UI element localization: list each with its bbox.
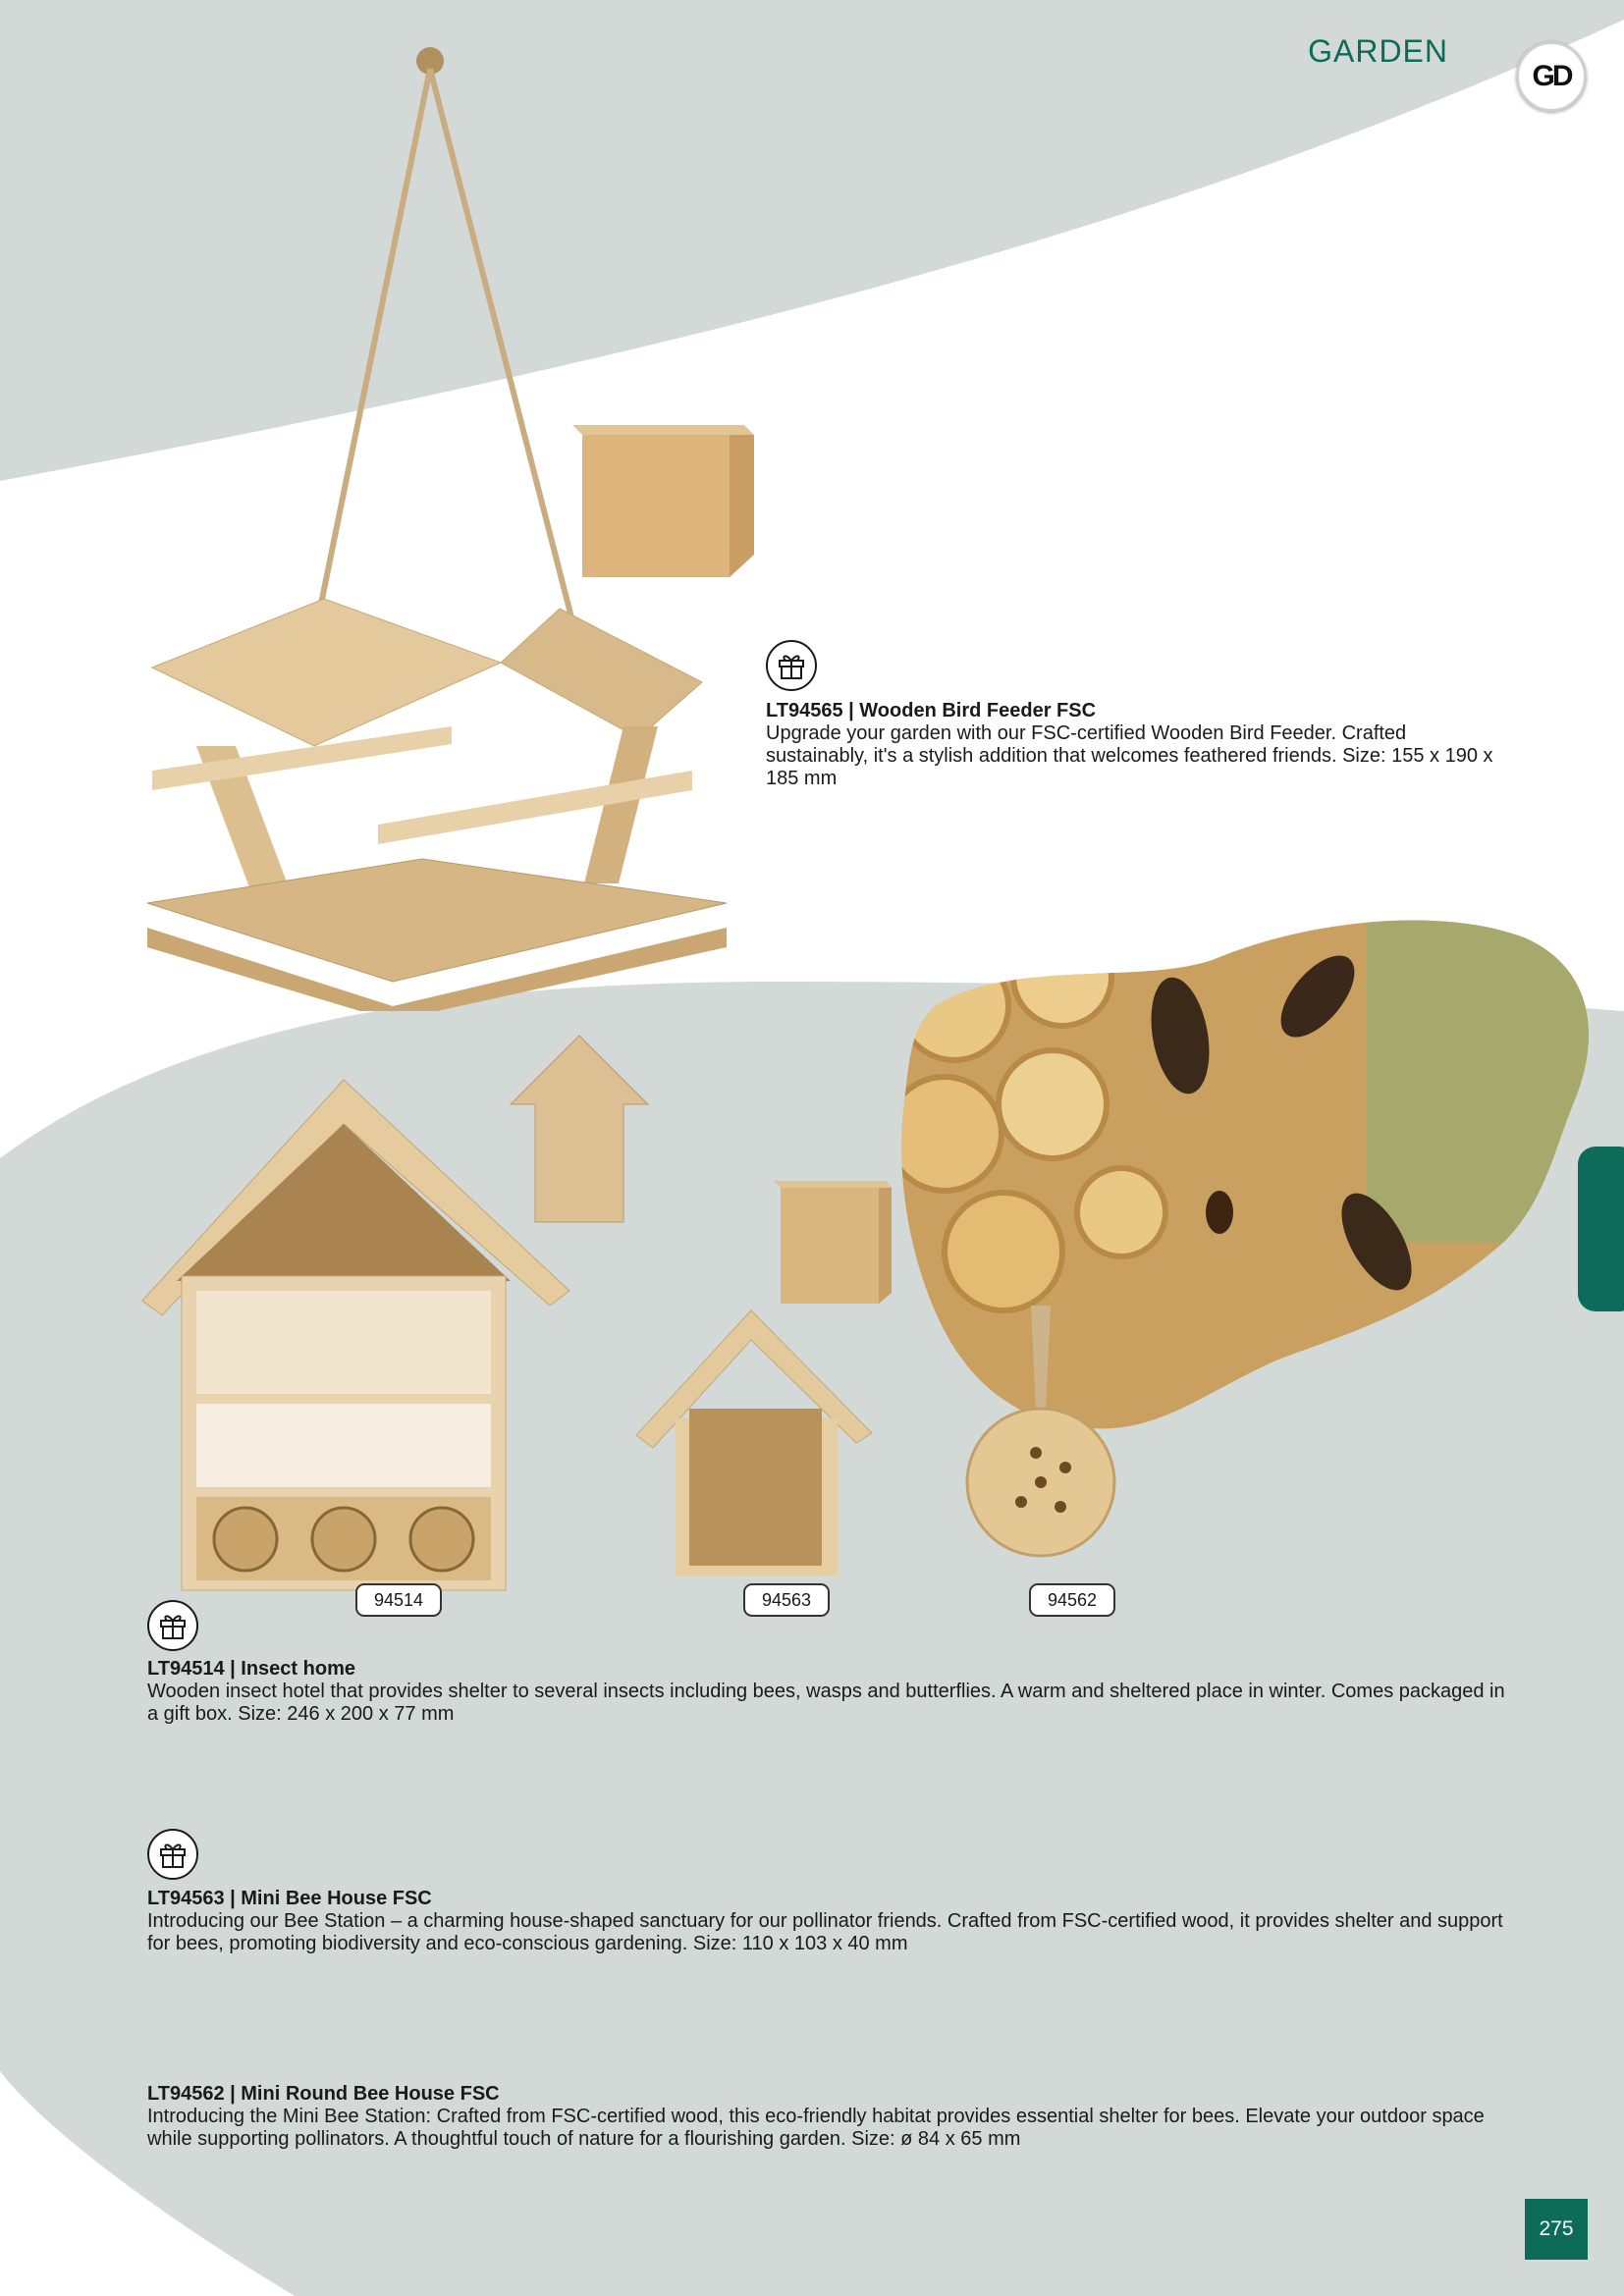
hanging-rope-left — [319, 69, 430, 614]
mini-round-bee-house-image — [962, 1301, 1119, 1575]
feeder-roof-left — [152, 599, 501, 746]
mini-house-tubes — [689, 1409, 822, 1566]
bamboo-tube — [1077, 1168, 1165, 1256]
photo-green-background — [1367, 918, 1593, 1242]
insect-home-holes-panel — [196, 1404, 491, 1487]
insect-home-gift-box — [769, 1173, 896, 1310]
product-description: Introducing the Mini Bee Station: Crafted from FSC-certified wood, this eco-friendly habitat provides essential shelter for bees. Elevate your outdoor space while supporting pollinators. A thoughtful touch of nature for a flourishing garden. Size: ø 84 x 65 mm — [147, 2106, 1485, 2150]
round-house-hole — [1035, 1476, 1047, 1488]
product-title: LT94563 | Mini Bee House FSC — [147, 1888, 432, 1909]
bamboo-tube — [900, 952, 1008, 1060]
hanging-rope-right — [430, 69, 579, 648]
section-title: GARDEN — [1308, 33, 1448, 69]
feeder-bar-right — [378, 771, 692, 844]
box-top — [572, 425, 754, 435]
bamboo-tube — [945, 1193, 1062, 1310]
insect-home-slots-panel — [196, 1291, 491, 1394]
log-end — [214, 1508, 277, 1571]
gift-icon — [147, 1600, 198, 1651]
round-house-hole — [1015, 1496, 1027, 1508]
product-title: LT94565 | Wooden Bird Feeder FSC — [766, 700, 1097, 721]
bamboo-tube — [895, 1077, 1001, 1191]
bamboo-tube — [999, 1050, 1107, 1158]
wood-hole — [1206, 1191, 1233, 1234]
product-code-tag: 94514 — [355, 1583, 442, 1617]
gift-box-top — [774, 1181, 892, 1188]
log-end — [410, 1508, 473, 1571]
gift-icon — [766, 640, 817, 691]
product-insect-home — [147, 1657, 1512, 1726]
product-mini-bee-house — [147, 1887, 1512, 1955]
insect-home-box-image — [506, 1031, 653, 1227]
round-house-hanger — [1031, 1306, 1051, 1409]
page-number: 275 — [1525, 2199, 1588, 2260]
round-house-hole — [1030, 1447, 1042, 1459]
bird-feeder-box-image — [568, 417, 764, 584]
product-title: LT94562 | Mini Round Bee House FSC — [147, 2083, 500, 2105]
product-code-tag: 94562 — [1029, 1583, 1115, 1617]
tag-board — [511, 1036, 648, 1222]
bamboo-tube — [1013, 928, 1111, 1026]
gift-box-side — [879, 1188, 892, 1304]
gift-box-front — [781, 1188, 879, 1304]
gift-icon — [147, 1829, 198, 1880]
log-end — [312, 1508, 375, 1571]
product-bird-feeder — [766, 699, 1512, 790]
mini-bee-house-image — [628, 1306, 874, 1580]
brand-logo: GD — [1516, 41, 1587, 112]
box-side — [730, 435, 754, 577]
product-title: LT94514 | Insect home — [147, 1658, 355, 1680]
round-house-hole — [1055, 1501, 1066, 1513]
product-description: Introducing our Bee Station – a charming house-shaped sanctuary for our pollinator friends. Crafted from FSC-certified wood, it provides shelter and support for bees, promoting biodiversity and eco-conscious gardening. Size: 110 x 103 x 40 mm — [147, 1910, 1503, 1954]
product-description: Upgrade your garden with our FSC-certified Wooden Bird Feeder. Crafted sustainably, it's a stylish addition that welcomes feathered friends. Size: 155 x 190 x 185 mm — [766, 722, 1493, 789]
product-code-tag: 94563 — [743, 1583, 830, 1617]
box-front — [582, 435, 730, 577]
round-house-hole — [1059, 1462, 1071, 1473]
product-mini-round-bee-house — [147, 2082, 1512, 2151]
feeder-roof-right — [501, 609, 702, 738]
product-description: Wooden insect hotel that provides shelter to several insects including bees, wasps and butterflies. A warm and sheltered place in winter. Comes packaged in a gift box. Size: 246 x 200 x 77 mm — [147, 1681, 1505, 1725]
